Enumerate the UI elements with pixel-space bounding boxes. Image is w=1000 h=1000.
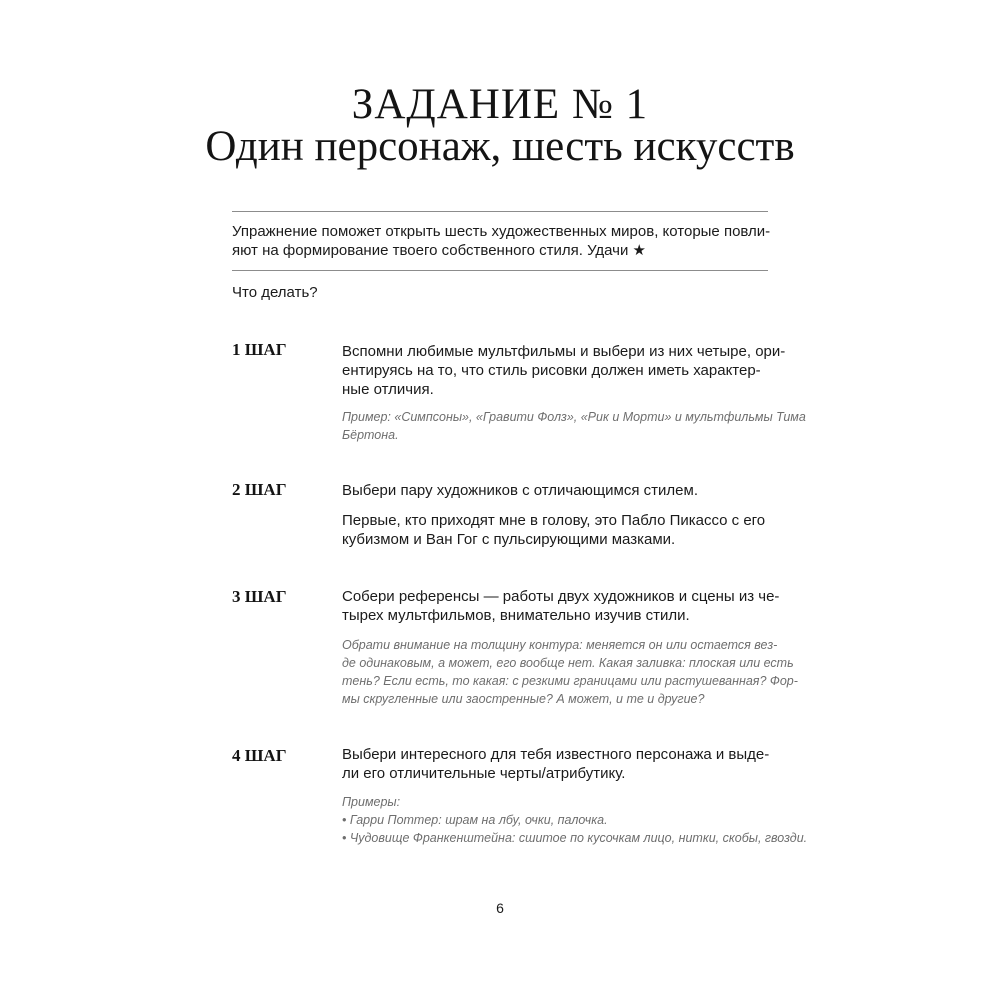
step-2-label: 2 ШАГ <box>232 480 287 499</box>
page-title-line-2: Один персонаж, шесть искусств <box>205 123 795 170</box>
what-to-do-heading: Что делать? <box>232 284 318 301</box>
step-2-text <box>342 481 698 500</box>
step-2-text-line: Выбери пару художников с отличающимся стилем. <box>342 482 698 499</box>
step-3-text-line: Собери референсы — работы двух художников и сцены из че- <box>342 588 780 605</box>
step-3-text <box>342 587 779 625</box>
page-title-line-1: ЗАДАНИЕ № 1 <box>351 81 649 128</box>
step-1-note-line: Бёртона. <box>342 428 399 442</box>
step-3-note-line: Обрати внимание на толщину контура: меняется он или остается вез- <box>342 638 778 652</box>
step-4-text-line: ли его отличительные черты/атрибутику. <box>342 765 626 782</box>
step-1-label: 1 ШАГ <box>232 340 287 359</box>
step-3-note-line: мы скругленные или заостренные? А может, и те и другие? <box>342 692 705 706</box>
step-4-text <box>342 745 769 783</box>
page-number: 6 <box>496 900 504 916</box>
step-3-text-line: тырех мультфильмов, внимательно изучив стили. <box>342 607 690 624</box>
step-2-extra-text <box>342 511 765 549</box>
step-4-label: 4 ШАГ <box>232 746 287 765</box>
step-4-text-line: Выбери интересного для тебя известного персонажа и выде- <box>342 746 770 763</box>
step-2-extra-line: кубизмом и Ван Гог с пульсирующими мазками. <box>342 531 676 548</box>
intro-line: Упражнение поможет открыть шесть художественных миров, которые повли- <box>232 223 771 240</box>
step-1-text-line: ные отличия. <box>342 381 434 398</box>
step-1-text <box>342 342 785 399</box>
step-4-note-line: • Гарри Поттер: шрам на лбу, очки, палочка. <box>342 813 608 827</box>
step-4-note-line: • Чудовище Франкенштейна: сшитое по кусочкам лицо, нитки, скобы, гвозди. <box>342 831 808 845</box>
step-1-text-line: Вспомни любимые мультфильмы и выбери из них четыре, ори- <box>342 343 786 360</box>
step-4-note <box>342 793 807 847</box>
step-3-label: 3 ШАГ <box>232 587 287 606</box>
intro-line: яют на формирование твоего собственного стиля. Удачи ★ <box>232 242 646 259</box>
step-1-text-line: ентируясь на то, что стиль рисовки должен иметь характер- <box>342 362 761 379</box>
step-1-note-line: Пример: «Симпсоны», «Гравити Фолз», «Рик и Морти» и мультфильмы Тима <box>342 410 806 424</box>
step-3-note-line: де одинаковым, а может, его вообще нет. Какая заливка: плоская или есть <box>342 656 794 670</box>
intro-paragraph <box>232 222 770 260</box>
step-4-note-line: Примеры: <box>342 795 401 809</box>
step-1-note <box>342 408 806 444</box>
step-3-note-line: тень? Если есть, то какая: с резкими границами или растушеванная? Фор- <box>342 674 798 688</box>
divider-bottom <box>232 270 768 271</box>
step-2-extra-line: Первые, кто приходят мне в голову, это Пабло Пикассо с его <box>342 512 766 529</box>
divider-top <box>232 211 768 212</box>
step-3-note <box>342 636 798 708</box>
